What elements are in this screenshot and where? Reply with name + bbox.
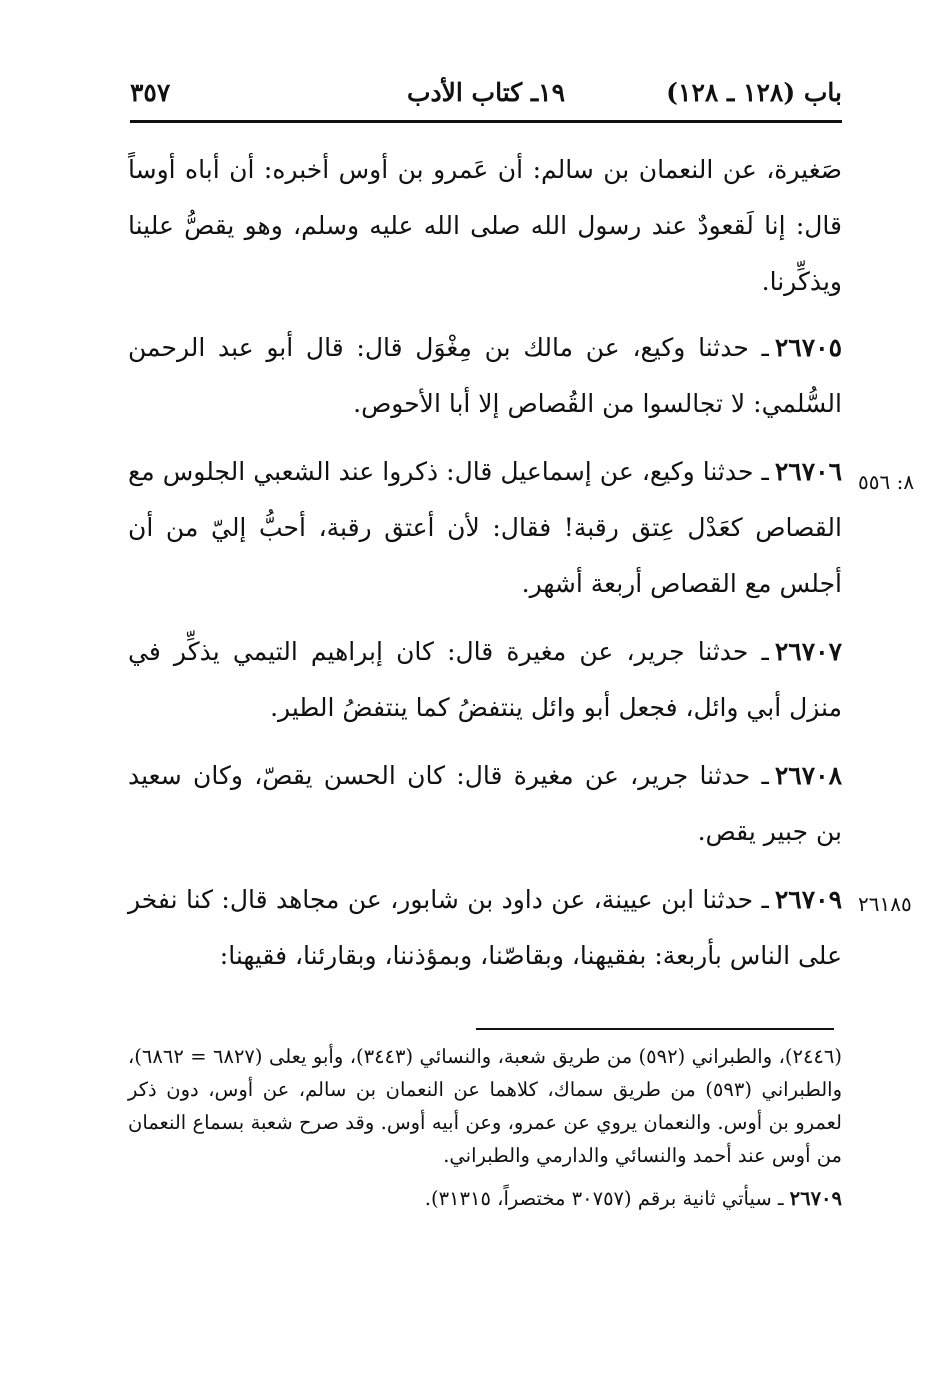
cross-ref-text: ـ سيأتي ثانية برقم (٣٠٧٥٧ مختصراً، ٣١٣١٥). [424, 1187, 784, 1210]
footnote-divider [476, 1028, 834, 1030]
paragraph-text: ـ حدثنا جرير، عن مغيرة قال: كان الحسن يقصّ، وكان سعيد بن جبير يقص. [128, 761, 842, 846]
hadith-number: ٢٦٧٠٥ [774, 333, 842, 362]
paragraph-text: ـ حدثنا جرير، عن مغيرة قال: كان إبراهيم التيمي يذكِّر في منزل أبي وائل، فجعل أبو وائل ينتفضُ كما ينتفضُ الطير. [128, 637, 842, 722]
footnotes [128, 1040, 842, 1215]
hadith-26707 [128, 624, 842, 736]
margin-reference: ٢٦١٨٥ [858, 892, 912, 916]
footnote-cross-reference [128, 1182, 842, 1215]
cross-ref-number: ٢٦٧٠٩ [789, 1187, 842, 1210]
page-header [130, 70, 842, 120]
paragraph-text: ـ حدثنا ابن عيينة، عن داود بن شابور، عن مجاهد قال: كنا نفخر على الناس بأربعة: بفقيهنا، وبقاصّنا، وبمؤذننا، وبقارئنا، فقيهنا: [128, 885, 842, 970]
hadith-26705 [128, 320, 842, 432]
paragraph-text: ـ حدثنا وكيع، عن إسماعيل قال: ذكروا عند الشعبي الجلوس مع القصاص كعَدْل عِتق رقبة! فقال: لأن أعتق رقبة، أحبُّ إليّ من أن أجلس مع القصاص أربعة أشهر. [128, 457, 842, 598]
page-number: ٣٥٧ [130, 78, 171, 107]
hadith-26709 [128, 872, 842, 984]
chapter-range: باب (١٢٨ ـ ١٢٨) [666, 78, 842, 107]
hadith-26706 [128, 444, 842, 612]
header-divider [130, 120, 842, 123]
hadith-number: ٢٦٧٠٧ [774, 637, 842, 666]
footnote-text: (٢٤٤٦)، والطبراني (٥٩٢) من طريق شعبة، والنسائي (٣٤٤٣)، وأبو يعلى (٦٨٢٧ = ٦٨٦٢)، والطبراني (٥٩٣) من طريق سماك، كلاهما عن النعمان بن سالم، عن أوس، دون ذكر لعمرو بن أوس. والنعمان يروي عن عمرو، وعن أبيه أوس. وقد صرح شعبة بسماع النعمان من أوس عند أحمد والنسائي والدارمي والطبراني. [128, 1045, 842, 1167]
hadith-number: ٢٦٧٠٩ [774, 885, 842, 914]
paragraph-continuation [128, 142, 842, 310]
book-title: ١٩ـ كتاب الأدب [406, 78, 566, 107]
main-text [128, 142, 842, 996]
paragraph-text: صَغيرة، عن النعمان بن سالم: أن عَمرو بن أوس أخبره: أن أباه أوساً قال: إنا لَقعودٌ عند رسول الله صلى الله عليه وسلم، وهو يقصُّ علينا ويذكِّرنا. [128, 155, 842, 296]
paragraph-text: ـ حدثنا وكيع، عن مالك بن مِغْوَل قال: قال أبو عبد الرحمن السُّلمي: لا تجالسوا من القُصاص إلا أبا الأحوص. [128, 333, 842, 418]
hadith-26708 [128, 748, 842, 860]
hadith-number: ٢٦٧٠٦ [774, 457, 842, 486]
margin-reference: ٨: ٥٥٦ [858, 470, 915, 494]
hadith-number: ٢٦٧٠٨ [774, 761, 842, 790]
